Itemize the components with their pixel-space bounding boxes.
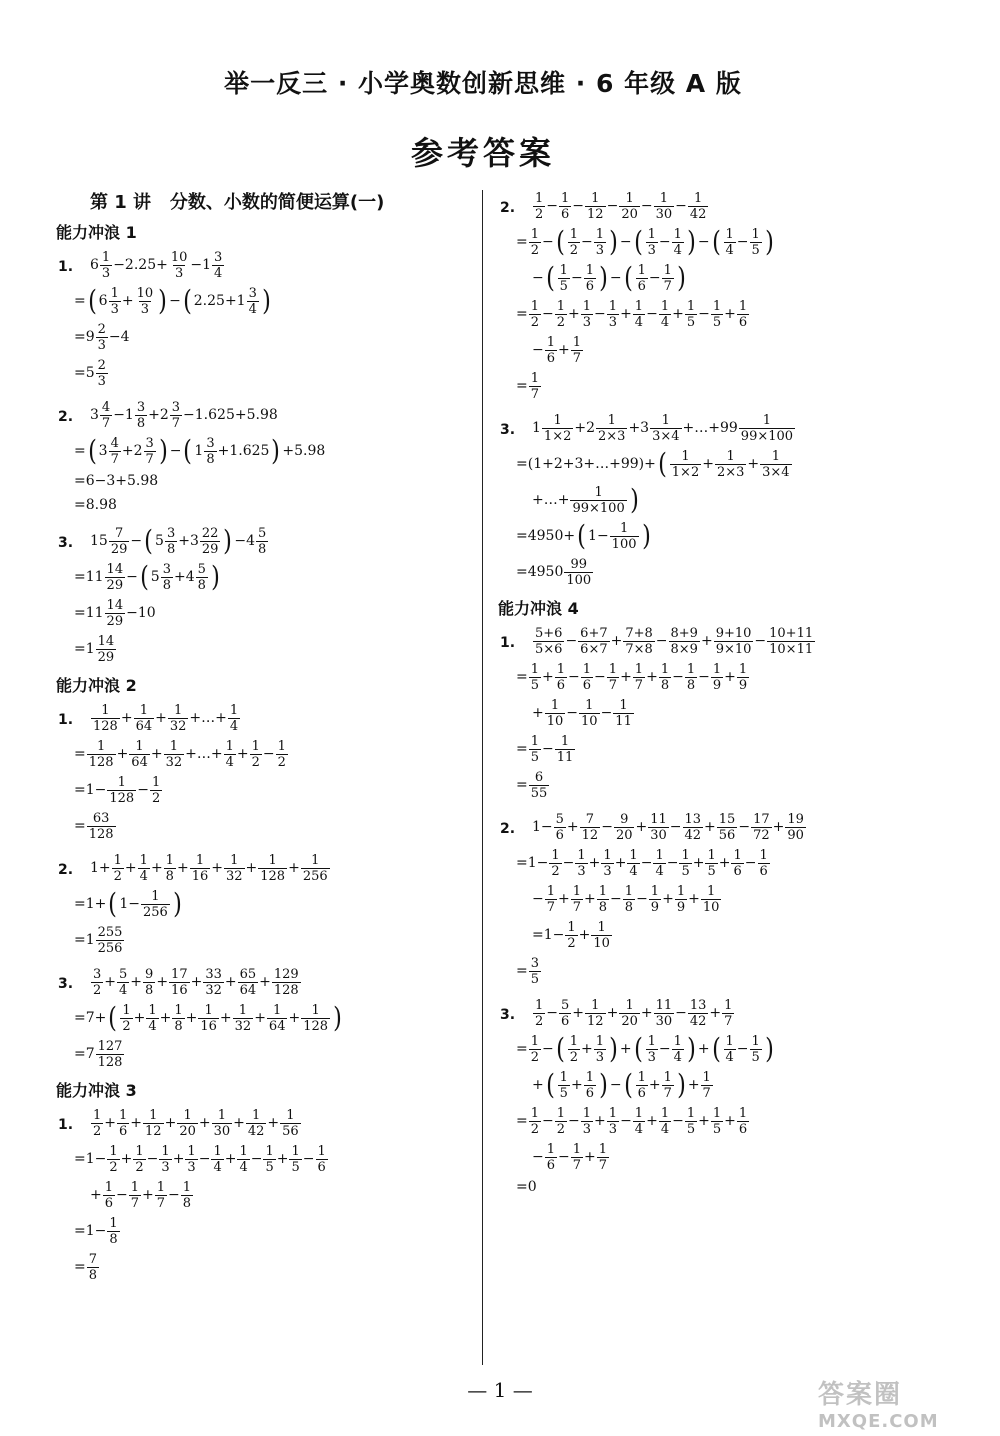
section-title: 能力冲浪 2 [56,676,137,695]
answer-key-title: 参考答案 [410,134,555,172]
problem: 1. $\frac{1}{2}$ + $\frac{1}{6}$ + $\frac{1}{12}$ + $\frac{1}{20}$ + $\frac{1}{30}$ + $\frac{1}{42}$ + $\frac{1}{56}$ =1− $\frac{1}{2}$ + $\frac{1}{2}$ − $\frac{1}{3}$ + $\frac{1}{3}$ − $\frac{1}{4}$ + $\frac{1}{4}$ − $\frac{1}{5}$ + $\frac{1}{5}$ − $\frac{1}{6}$ + $\frac{1}{6}$ − $\frac{1}{7}$ + $\frac{1}{7}$ − $\frac{1}{8}$ =1− $\frac{1}{8}$ = $\frac{7}{8}$ [56,1105,466,1285]
lecture-title: 第 1 讲 分数、小数的简便运算(一) [90,192,385,213]
problem-number: 2. [500,821,516,837]
section-title: 能力冲浪 1 [56,223,137,242]
problem: 3. $\frac{3}{2}$ + $\frac{5}{4}$ + $\frac{9}{8}$ + $\frac{17}{16}$ + $\frac{33}{32}$ + $\frac{65}{64}$ + $\frac{129}{128}$ =7+ ( $\frac{1}{2}$ + $\frac{1}{4}$ + $\frac{1}{8}$ + $\frac{1}{16}$ + $\frac{1}{32}$ + $\frac{1}{64}$ + $\frac{1}{128}$ ) =7 $\frac{127}{128}$ [56,964,466,1072]
section-title: 能力冲浪 3 [56,1081,137,1100]
problem-number: 3. [58,976,74,992]
problem: 3. 15 $\frac{7}{29}$ − ( 5 $\frac{3}{8}$ +3 $\frac{22}{29}$ ) −4 $\frac{5}{8}$ =11 $\frac{14}{29}$ − ( 5 $\frac{3}{8}$ +4 $\frac{5}{8}$ ) =11 $\frac{14}{29}$ −10 =1 $\frac{14}{29}$ [58,524,267,665]
watermark-logo [818,1374,978,1432]
left-column [56,188,466,1291]
problem-number: 2. [58,862,74,878]
problem-number: 1. [58,1117,74,1133]
problem: 1. 6 $\frac{1}{3}$ −2.25+ $\frac{10}{3}$ −1 $\frac{3}{4}$ = ( 6 $\frac{1}{3}$ + $\frac{10}{3}$ ) − ( 2.25+1 $\frac{3}{4}$ ) =9 $\frac{2}{3}$ −4 =5 $\frac{2}{3}$ [56,247,466,391]
watermark-url: MXQE.COM [818,1411,939,1432]
right-column [498,188,958,1205]
problem-number: 1. [500,635,516,651]
column-divider [482,190,483,1365]
problem: 2. 3 $\frac{4}{7}$ −1 $\frac{3}{8}$ +2 $\frac{3}{7}$ −1.625+5.98 = ( 3 $\frac{4}{7}$ +2 $\frac{3}{7}$ ) − ( 1 $\frac{3}{8}$ +1.625 ) +5.98 =6−3+5.98 =8.98 [56,397,466,517]
problem-number: 3. [58,535,74,551]
problem: 1. $\frac{5+6}{5\times 6}$ − $\frac{6+7}{6\times 7}$ + $\frac{7+8}{7\times 8}$ − $\frac{8+9}{8\times 9}$ + $\frac{9+10}{9\times 10}$ − $\frac{10+11}{10\times 11}$ = $\frac{1}{5}$ + $\frac{1}{6}$ − $\frac{1}{6}$ − $\frac{1}{7}$ + $\frac{1}{7}$ + $\frac{1}{8}$ − $\frac{1}{8}$ − $\frac{1}{9}$ + $\frac{1}{9}$ + $\frac{1}{10}$ − $\frac{1}{10}$ − $\frac{1}{11}$ = $\frac{1}{5}$ − $\frac{1}{11}$ = $\frac{6}{55}$ [498,623,958,803]
problem-number: 2. [500,200,516,216]
problem-number: 1. [58,712,74,728]
problem: 2. 1− $\frac{5}{6}$ + $\frac{7}{12}$ − $\frac{9}{20}$ + $\frac{11}{30}$ − $\frac{13}{42}$ + $\frac{15}{56}$ − $\frac{17}{72}$ + $\frac{19}{90}$ =1− $\frac{1}{2}$ − $\frac{1}{3}$ + $\frac{1}{3}$ + $\frac{1}{4}$ − $\frac{1}{4}$ − $\frac{1}{5}$ + $\frac{1}{5}$ + $\frac{1}{6}$ − $\frac{1}{6}$ − $\frac{1}{7}$ + $\frac{1}{7}$ + $\frac{1}{8}$ − $\frac{1}{8}$ − $\frac{1}{9}$ + $\frac{1}{9}$ + $\frac{1}{10}$ =1− $\frac{1}{2}$ + $\frac{1}{10}$ = $\frac{3}{5}$ [498,809,958,989]
watermark-text: 答案圈 [818,1380,903,1410]
problem-number: 3. [500,1007,516,1023]
problem-number: 3. [500,422,516,438]
section-title: 能力冲浪 4 [498,599,579,618]
problem-number: 2. [58,409,74,425]
problem: 3. $\frac{1}{2}$ − $\frac{5}{6}$ + $\frac{1}{12}$ + $\frac{1}{20}$ + $\frac{11}{30}$ − $\frac{13}{42}$ + $\frac{1}{7}$ = $\frac{1}{2}$ − ( $\frac{1}{2}$ + $\frac{1}{3}$ ) + ( $\frac{1}{3}$ − $\frac{1}{4}$ ) + ( $\frac{1}{4}$ − $\frac{1}{5}$ ) + ( $\frac{1}{5}$ + $\frac{1}{6}$ ) − ( $\frac{1}{6}$ + $\frac{1}{7}$ ) + $\frac{1}{7}$ = $\frac{1}{2}$ − $\frac{1}{2}$ − $\frac{1}{3}$ + $\frac{1}{3}$ − $\frac{1}{4}$ + $\frac{1}{4}$ − $\frac{1}{5}$ + $\frac{1}{5}$ + $\frac{1}{6}$ − $\frac{1}{6}$ − $\frac{1}{7}$ + $\frac{1}{7}$ =0 [498,995,958,1199]
book-title: 举一反三 · 小学奥数创新思维 · 6 年级 A 版 [224,69,742,98]
problem-number: 1. [58,259,74,275]
problem: 2. $\frac{1}{2}$ − $\frac{1}{6}$ − $\frac{1}{12}$ − $\frac{1}{20}$ − $\frac{1}{30}$ − $\frac{1}{42}$ = $\frac{1}{2}$ − ( $\frac{1}{2}$ − $\frac{1}{3}$ ) − ( $\frac{1}{3}$ − $\frac{1}{4}$ ) − ( $\frac{1}{4}$ − $\frac{1}{5}$ ) − ( $\frac{1}{5}$ − $\frac{1}{6}$ ) − ( $\frac{1}{6}$ − $\frac{1}{7}$ ) = $\frac{1}{2}$ − $\frac{1}{2}$ + $\frac{1}{3}$ − $\frac{1}{3}$ + $\frac{1}{4}$ − $\frac{1}{4}$ + $\frac{1}{5}$ − $\frac{1}{5}$ + $\frac{1}{6}$ − $\frac{1}{6}$ + $\frac{1}{7}$ = $\frac{1}{7}$ [498,188,958,404]
problem: 2. 1+ $\frac{1}{2}$ + $\frac{1}{4}$ + $\frac{1}{8}$ + $\frac{1}{16}$ + $\frac{1}{32}$ + $\frac{1}{128}$ + $\frac{1}{256}$ =1+ ( 1− $\frac{1}{256}$ ) =1 $\frac{255}{256}$ [56,850,466,958]
page-number: — 1 — [467,1378,533,1402]
problem: 1. $\frac{1}{128}$ + $\frac{1}{64}$ + $\frac{1}{32}$ +…+ $\frac{1}{4}$ = $\frac{1}{128}$ + $\frac{1}{64}$ + $\frac{1}{32}$ +…+ $\frac{1}{4}$ + $\frac{1}{2}$ − $\frac{1}{2}$ =1− $\frac{1}{128}$ − $\frac{1}{2}$ = $\frac{63}{128}$ [56,700,466,844]
problem: 3. 1 $\frac{1}{1\times 2}$ +2 $\frac{1}{2\times 3}$ +3 $\frac{1}{3\times 4}$ +…+99 $\frac{1}{99\times 100}$ =(1+2+3+…+99)+ ( $\frac{1}{1\times 2}$ + $\frac{1}{2\times 3}$ + $\frac{1}{3\times 4}$ +…+ $\frac{1}{99\times 100}$ ) =4950+ ( 1− $\frac{1}{100}$ ) =4950 $\frac{99}{100}$ [498,410,958,590]
